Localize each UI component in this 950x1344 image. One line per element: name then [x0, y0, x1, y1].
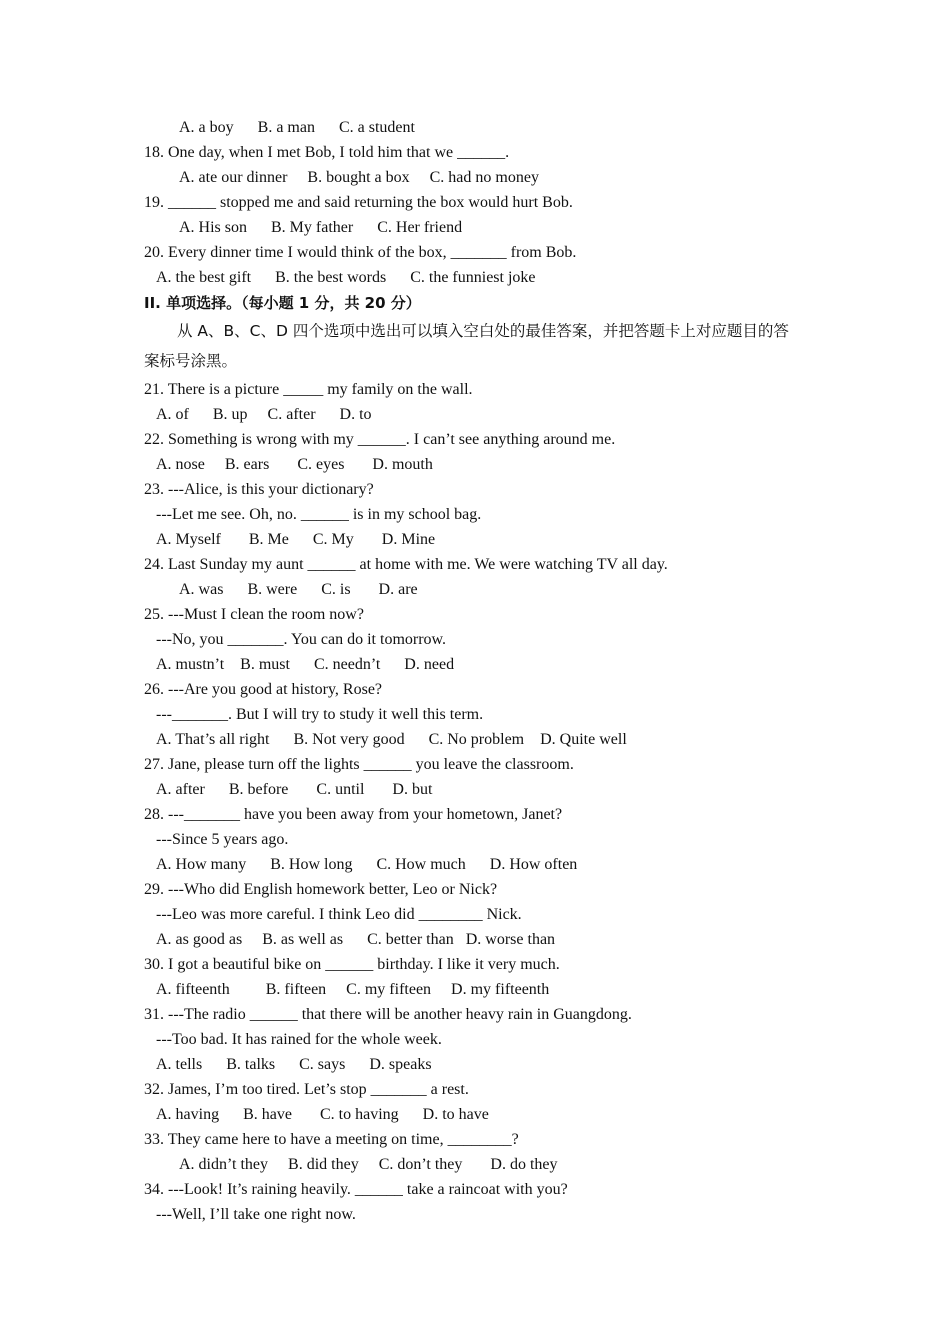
q28-question: 28. ---_______ have you been away from your hometown, Janet? [144, 806, 563, 823]
q28-question-cont: ---Since 5 years ago. [156, 831, 289, 848]
q24-options: A. was B. were C. is D. are [179, 581, 418, 598]
q23-question-cont: ---Let me see. Oh, no. ______ is in my school bag. [156, 506, 482, 523]
q31-question-cont: ---Too bad. It has rained for the whole week. [156, 1031, 442, 1048]
q34-question: 34. ---Look! It’s raining heavily. ______ take a raincoat with you? [144, 1181, 568, 1198]
section-ii-instructions: 从 A、B、C、D 四个选项中选出可以填入空白处的最佳答案，并把答题卡上对应题目的答 [177, 322, 789, 340]
q32-options: A. having B. have C. to having D. to have [156, 1106, 489, 1123]
q25-options: A. mustn’t B. must C. needn’t D. need [156, 656, 455, 673]
q18-question: 18. One day, when I met Bob, I told him that we ______. [144, 144, 510, 161]
q19-options: A. His son B. My father C. Her friend [179, 219, 463, 236]
q27-options: A. after B. before C. until D. but [156, 781, 433, 798]
q31-options: A. tells B. talks C. says D. speaks [156, 1056, 432, 1073]
q30-question: 30. I got a beautiful bike on ______ birthday. I like it very much. [144, 956, 560, 973]
q25-question-cont: ---No, you _______. You can do it tomorrow. [156, 631, 447, 648]
q22-question: 22. Something is wrong with my ______. I can’t see anything around me. [144, 431, 616, 448]
q21-question: 21. There is a picture _____ my family on the wall. [144, 381, 473, 398]
q29-options: A. as good as B. as well as C. better than D. worse than [156, 931, 556, 948]
q22-options: A. nose B. ears C. eyes D. mouth [156, 456, 433, 473]
q21-options: A. of B. up C. after D. to [156, 406, 372, 423]
section-ii-heading: II. 单项选择。（每小题 1 分，共 20 分） [144, 294, 421, 312]
section-ii-instructions-cont: 案标号涂黑。 [144, 352, 238, 370]
q20-question: 20. Every dinner time I would think of the box, _______ from Bob. [144, 244, 577, 261]
q23-question: 23. ---Alice, is this your dictionary? [144, 481, 374, 498]
q29-question-cont: ---Leo was more careful. I think Leo did ________ Nick. [156, 906, 522, 923]
q27-question: 27. Jane, please turn off the lights ______ you leave the classroom. [144, 756, 574, 773]
q33-question: 33. They came here to have a meeting on time, ________? [144, 1131, 519, 1148]
q33-options: A. didn’t they B. did they C. don’t they D. do they [179, 1156, 558, 1173]
q20-options: A. the best gift B. the best words C. the funniest joke [156, 269, 536, 286]
q28-options: A. How many B. How long C. How much D. How often [156, 856, 578, 873]
q24-question: 24. Last Sunday my aunt ______ at home with me. We were watching TV all day. [144, 556, 668, 573]
q26-question: 26. ---Are you good at history, Rose? [144, 681, 383, 698]
q19-question: 19. ______ stopped me and said returning the box would hurt Bob. [144, 194, 573, 211]
q18-options: A. ate our dinner B. bought a box C. had no money [179, 169, 539, 186]
q25-question: 25. ---Must I clean the room now? [144, 606, 364, 623]
q34-question-cont: ---Well, I’ll take one right now. [156, 1206, 356, 1223]
q17-options: A. a boy B. a man C. a student [179, 119, 415, 136]
q31-question: 31. ---The radio ______ that there will be another heavy rain in Guangdong. [144, 1006, 632, 1023]
q30-options: A. fifteenth B. fifteen C. my fifteen D. my fifteenth [156, 981, 550, 998]
q23-options: A. Myself B. Me C. My D. Mine [156, 531, 436, 548]
q29-question: 29. ---Who did English homework better, Leo or Nick? [144, 881, 498, 898]
q26-question-cont: ---_______. But I will try to study it well this term. [156, 706, 484, 723]
q32-question: 32. James, I’m too tired. Let’s stop _______ a rest. [144, 1081, 469, 1098]
q26-options: A. That’s all right B. Not very good C. No problem D. Quite well [156, 731, 627, 748]
